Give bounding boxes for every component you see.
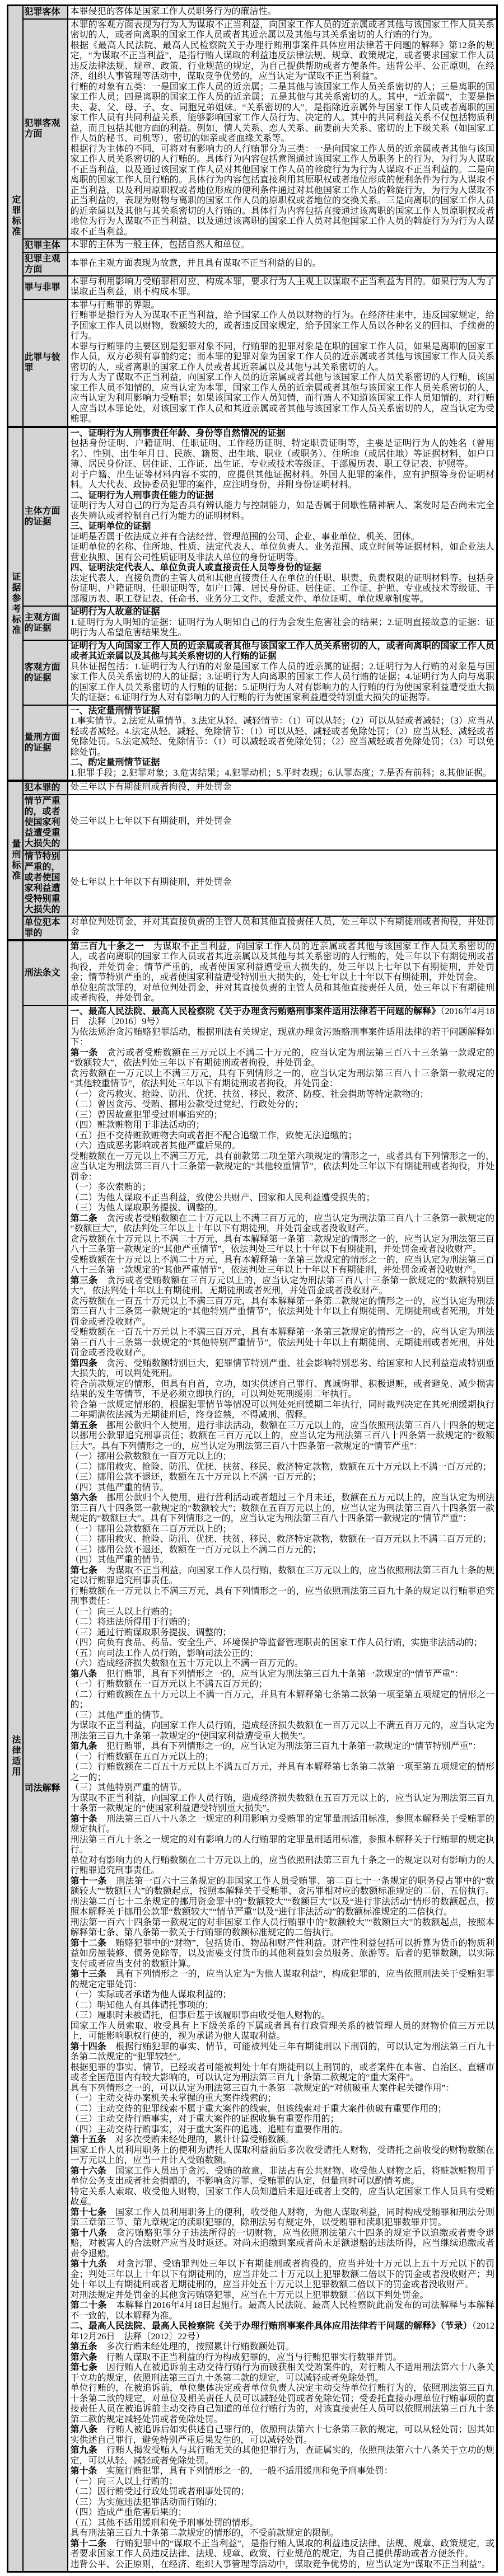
paragraph-heading: 一、证明行为人刑事责任年龄、身份等自然情况的证据 [70,428,286,438]
paragraph: （二）主动交待的犯罪线索不属于重大案件的线索，但该线索对于重大案件侦破有重要作用的； [70,2104,447,2114]
paragraph: 对于户籍、出生证等材料内容不实的，应提供其他证据材料。外国人犯罪的案件，应有护照等身份证明材料。人大代表、政协委员犯罪的案件，应注明身份，并附身份证明材料。 [70,470,494,490]
paragraph: 本罪与行贿罪的界限。 [70,300,160,310]
row-label-subjective-evidence: 主观方面的证据 [23,606,68,640]
paragraph: 单位对有影响力的人行贿数额在二十万元以上的，应当依照刑法第三百九十条之一的规定以对有影响力的人行贿罪追究刑事责任。 [70,1855,494,1875]
paragraph: 根据《最高人民法院、最高人民检察院关于办理行贿刑事案件具体应用法律若干问题的解释》第12条的规定，“为谋取不正当利益”，是指行贿人谋取的利益违反法律法规、规章、政策规定，或者要求国家工作人员违反法律法规、规章、政策、行业规范的规定，为自己提供帮助或者方便条件。违背公平、公正原则，在经济、组织人事管理等活动中，谋取竞争优势的，应当认定为“谋取不正当利益”。 [70,40,494,81]
paragraph: （四）向负有食品、药品、安全生产、环境保护等监督管理职责的国家工作人员行贿，实施非法活动的； [70,1638,483,1648]
paragraph: 第十七条 国家工作人员利用职务上的便利，收受他人财物，为他人谋取利益，同时构成受贿罪和刑法分则第三章第三节、第九章规定的渎职犯罪的，除刑法另有规定外，以受贿罪和渎职犯罪数罪并罚。 [70,2207,494,2227]
group-label-sentencing-standard: 量刑标准 [10,839,20,882]
row-label-criminal-law-article: 刑法条文 [23,940,68,1006]
table-row [8,940,497,1006]
paragraph: 第十二条 贿赂犯罪中的“财物”，包括货币、物品和财产性利益。财产性利益包括可以折算为货币的物质利益如房屋装修、债务免除等，以及需要支付货币的其他利益如会员服务、旅游等。后者的犯罪数额，以实际支付或者应当支付的数额计算。 [70,1938,494,1969]
paragraph: （一）行贿数额在一百万元以上不满五百万元的； [70,1679,268,1689]
paragraph: 受贿数额在一百五十万元以上不满三百万元，具有本解释第一条第三款规定的情形之一的，应当认定为刑法第三百八十三条第一款规定的“其他特别严重情节”，依法判处十年以上有期徒刑、无期徒刑或者死刑，并处罚金或者没收财产。 [70,1327,494,1358]
table-row [8,276,497,299]
paragraph: 法定代表人、直接负责的主管人员和其他直接责任人在单位的任职、职责、负责权限的证明材料等。包括身份证明、户籍证明、任职证明等，如户口簿、居民身份证、居住证、工作证、护照、专业或技术等级证、干部履历表、职工登记表、任命书、业务分工文件、委派文件、单位证明、单位规章制度等。 [70,573,494,604]
paragraph-heading: 证明行为人故意的证据 [70,607,160,617]
table-row [8,427,497,607]
paragraph: 国家工作人员索取、收受具有上下级关系的下属或者具有行政管理关系的被管理人员的财物价值三万元以上，可能影响职权行使的，视为承诺为他人谋取利益。 [70,2021,494,2041]
paragraph: 包括身份证明、户籍证明、任职证明、工作经历证明、特定职责证明等，主要是证明行为人的姓名（曾用名）、性别、出生年月日、民族、籍贯、出生地、职业（或职务）、住所地（或居住地）等证据材料，如户口簿、居民身份证、居住证、工作证、出生证、专业或技术等级证、干部履历表、职工登记表、护照等。 [70,439,494,469]
row-label-objective-evidence: 客观方面的证据 [23,640,68,705]
table-row [8,640,497,705]
paragraph: 证明单位的名称、住所地、性质、法定代表人、单位负责人、业务范围、成立时间等证据材料，如企业法人营业执照、国有公司性质证明及非法人单位的身份证明等。 [70,542,494,562]
paragraph: （五）拒不交待赃款赃物去向或者拒不配合追缴工作，致使无法追缴的； [70,1130,357,1141]
paragraph: 贪污数额在一百五十万元以上不满三百万元，具有本解释第一条第二款规定的情形之一的，应当认定为刑法第三百八十三条第一款规定的“其他特别严重情节”，依法判处十年以上有期徒刑、无期徒刑或者死刑，并处罚金或者没收财产。 [70,1296,494,1327]
paragraph: 第二条 贪污或者受贿数额在二十万元以上不满三百万元的，应当认定为刑法第三百八十三条第一款规定的“数额巨大”，依法判处三年以上十年以下有期徒刑，并处罚金或者没收财产。 [70,1213,494,1233]
row-content-subjective-evidence [68,606,497,640]
paragraph: 单位犯前款罪的，对单位判处罚金，并对其直接负责的主管人员和其他直接责任人员，处三年以下有期徒刑或者拘役，并处罚金。 [70,983,494,1003]
paragraph: 第十四条 根据行贿犯罪的事实、情节，可能被判处三年有期徒刑以下刑罚的，可以认定为刑法第三百九十条第二款规定的“犯罪较轻”。 [70,2042,494,2062]
group-cell-sentencing-standard [8,781,23,940]
row-content-especially-serious-circumstances [68,850,497,916]
paragraph: 刑法第一百六十四条第一款规定的对非国家工作人员行贿罪中的“数额较大”“数额巨大”的数额起点，按照本解释第七条、第八条第一款关于行贿罪的数额标准规定的二倍执行。 [70,1917,494,1937]
paragraph: 第十六条 国家工作人员出于贪污、受贿的故意，非法占有公共财物、收受他人财物之后，将赃款赃物用于单位公务支出或者社会捐赠的，不影响贪污罪、受贿罪的认定，但量刑时可以酌情考虑。 [70,2166,494,2186]
paragraph: （六）造成经济损失数额在五十万元以上不满一百万元的。 [70,1659,304,1668]
paragraph: （三）履职时未被请托，但事后基于该履职事由收受他人财物的。 [70,2011,330,2020]
paragraph: 第五条 多次行贿未经处理的，按照累计行贿数额处罚。 [70,2342,295,2352]
paragraph: 证明是否属于依法成立并有合法经营、管理范围的公司、企业、事业单位、机关、团体。 [70,532,420,542]
table-row [8,781,497,795]
paragraph: （六）造成恶劣影响或者其他严重后果的。 [70,1141,241,1151]
row-label-sentencing-evidence: 量刑方面的证据 [23,705,68,781]
paragraph: （三）挪用公款不退还，数额在一百万元以上不满二百万元的； [70,1545,321,1555]
paragraph: 行贿的对象有五类：一是国家工作人员的近亲属；二是其他与该国家工作人员关系密切的人；三是离职的国家工作人员；四是离职的国家工作人员的近亲属；五是其他与其关系密切的人。其中，“近亲属”，主要是指夫、妻、父、母、子、女、同胞兄弟姐妹。“关系密切的人”，是指除近亲属外与国家工作人员或者离职的国家工作人员有共同利益关系，能够影响国家工作人员行为、决定的人。其中的共同利益关系不仅包括物质利益，而且包括其他方面的利益。例如，情人关系、恋人关系、前妻前夫关系、密切的上下级关系（如国家工作人员的秘书、司机等）、密切的姻亲或者血缘关系等。 [70,82,494,143]
paragraph: 第七条 为谋取不正当利益，向国家工作人员行贿，数额在三万元以上的，应当依照刑法第三百九十条的规定以行贿罪追究刑事责任。 [70,1565,494,1585]
paragraph: 具有下列情形之一的，可以认定为刑法第三百九十条第二款规定的“对侦破重大案件起关键作用”： [70,2083,455,2093]
paragraph: （一）挪用公款数额在一百万元以上的； [70,1452,232,1461]
paragraph: 受贿数额在十万元以上不满二十万元，具有本解释第一条第三款规定的情形之一的，应当认定为刑法第三百八十三条第一款规定的“其他严重情节”，依法判处三年以上十年以下有期徒刑，并处罚金或者没收财产。 [70,1255,494,1275]
paragraph: 贪污数额在十万元以上不满二十万元，具有本解释第一条第二款规定的情形之一的，应当认定为刑法第三百八十三条第一款规定的“其他严重情节”，依法判处三年以上十年以下有期徒刑，并处罚金或者没收财产。 [70,1234,494,1254]
row-content-objective-evidence [68,640,497,705]
paragraph: 处三年以下有期徒刑或者拘役，并处罚金 [70,782,232,792]
group-label-conviction-standard: 定罪标准 [10,194,20,237]
group-cell-conviction-standard [8,6,23,427]
paragraph-heading: 二、证明行为人刑事责任能力的证据 [70,490,214,500]
row-label-objective-aspect: 犯罪客观方面 [23,19,68,240]
row-label-subjective-aspect: 犯罪主观方面 [23,252,68,276]
row-content-criminal-law-article [68,940,497,1006]
row-content-judicial-interpretation [68,1006,497,2572]
paragraph: 为依法惩治贪污贿赂犯罪活动，根据刑法有关规定，现就办理贪污贿赂刑事案件适用法律的若干问题解释如下： [70,1027,494,1047]
paragraph: （二）行贿数额在五十万元以上不满一百万元，并具有本解释第七条第二款第一项至第五项规定的情形之一的； [70,1690,494,1710]
paragraph: 对刑法规定并处罚金的其他贪污贿赂犯罪，应当在十万元以上犯罪数额二倍以下判处罚金。 [70,2290,429,2300]
paragraph: 对单位判处罚金，并对其直接负责的主管人员和其他直接责任人员，处三年以下有期徒刑或者拘役，并处罚金 [70,917,494,937]
paragraph: 二、最高人民法院、最高人民检察院《关于办理行贿刑事案件具体应用法律若干问题的解释》（节录）（2012年12月26日 法释〔2012〕22号） [70,2321,494,2342]
row-label-judicial-interpretation: 司法解释 [23,1006,68,2572]
paragraph-heading: 证明行为人向国家工作人员的近亲属或者其他与该国家工作人员关系密切的人，或者向离职的国家工作人员或者其近亲属以及其他与其关系密切的人行贿的证据 [70,641,494,661]
paragraph: 具体证据包括：1.证明行为人行贿的对象是国家工作人员的近亲属的证据；2.证明行为人行贿的对象是与国家工作人员关系密切的人的证据；3.证明行为人向离职的国家工作人员行贿的证据；4.证明行为人向与离职的国家工作人员关系密切的人行贿的证据；5.证明行为人对有影响力的人行贿的行为使国家利益遭受重大损失的证据；6.证明行为人对有影响力的人行贿的行为使国家利益遭受特别重大损失的证据等。 [70,661,494,702]
row-label-this-vs-other-crime: 此罪与彼罪 [23,299,68,427]
row-content-crime-subject [68,239,497,252]
paragraph: 为谋取不正当利益，向国家工作人员行贿，造成经济损失数额在一百万元以上不满五百万元的，应当认定为刑法第三百九十条第一款规定的“使国家利益遭受重大损失”。 [70,1721,494,1741]
row-label-crime-object: 犯罪客体 [23,6,68,19]
paragraph: （一）行贿数额在五百万元以上的； [70,1752,214,1762]
row-content-this-vs-other-crime [68,299,497,427]
paragraph: 刑法第二百七十二条规定的挪用资金罪中的“数额较大”“数额巨大”以及“进行非法活动”情形的数额起点，按照本解释关于挪用公款罪“数额较大”“情节严重”以及“进行非法活动”的数额标准规定的二倍执行。 [70,1897,494,1917]
row-label-crime-or-not: 罪与非罪 [23,276,68,299]
paragraph: （一）多次索贿的； [70,1183,151,1192]
paragraph: （二）挪用救灾、抢险、防汛、优抚、扶贫、移民、救济特定款物，数额在五十万元以上不满一百万元的； [70,1462,492,1472]
paragraph: 单位行贿的，在被追诉前，单位集体决定或者单位负责人决定主动交待单位行贿行为的，依照刑法第三百九十条第二款的规定，对单位及相关责任人员可以减轻处罚或者免除处罚；受委托直接办理单位行贿事项的直接责任人员在被追诉前主动交待自己知道的单位行贿行为的，对该直接责任人员可以依照刑法第三百九十条第二款的规定减轻处罚或者免除处罚。 [70,2383,494,2424]
paragraph: （三）为实施违法犯罪活动而行贿的； [70,2497,223,2507]
row-content-sentencing-evidence [68,705,497,781]
paragraph: （二）曾因贪污、受贿、挪用公款受过党纪、行政处分的； [70,1100,304,1109]
paragraph: 证明行为人对自己的行为是否具有辨认能力与控制能力，如是否属于间歇性精神病人、案发时是否尚未完全丧失辨认或者控制自己行为能力的证明材料。 [70,501,494,521]
paragraph: 行贿罪是指行为人为谋取不正当利益，给予国家工作人员以财物的行为。在经济往来中，违反国家规定，给予国家工作人员以财物，数额较大的，或者违反国家规定，给予国家工作人员以各种名义的回扣、手续费的行为。 [70,311,494,341]
row-label-crime-subject: 犯罪主体 [23,239,68,252]
table-row [8,299,497,427]
paragraph: （三）主动交待行贿事实，对于重大案件的证据收集有重要作用的； [70,2114,339,2124]
paragraph: 第十五条 对多次受贿未经处理的，累计计算受贿数额。 [70,2135,295,2145]
paragraph: （一）实际或者承诺为他人谋取利益的； [70,1990,232,2000]
row-label-subject-evidence: 主体方面的证据 [23,427,68,607]
paragraph: （四）其他严重的情节。 [70,1555,169,1565]
row-label-basic-offense: 犯本罪的 [23,781,68,795]
paragraph: （三）其他严重的情节。 [70,1710,169,1720]
paragraph: （四）造成严重危害后果的； [70,2508,187,2517]
paragraph: 第九条 犯行贿罪，具有下列情形之一的，应当认定为刑法第三百九十条第一款规定的“情节特别严重”： [70,1742,482,1751]
paragraph: 第十条 实施行贿犯罪，具有下列情形之一的，一般不适用缓刑和免予刑事处罚： [70,2466,393,2476]
paragraph: （四）主动交待行贿事实，对于重大案件的追逃、追赃有重要作用的。 [70,2124,348,2134]
table-row [8,252,497,276]
table-row [8,795,497,850]
paragraph: （三）挪用公款不退还，数额在五十万元以上不满一百万元的； [70,1472,321,1482]
paragraph: 本罪的客观方面表现为行为人为谋取不正当利益，向国家工作人员的近亲属或者其他与该国家工作人员关系密切的人，或者向离职的国家工作人员或者其近亲属以及其他与其关系密切的人行贿的行为。 [70,20,494,40]
paragraph: 刑法第三百九十条之一规定的对有影响力的人行贿罪的定罪量刑适用标准，参照本解释关于行贿罪的规定执行。 [70,1834,494,1855]
table-row [8,1006,497,2572]
paragraph: （一）向三人以上行贿的； [70,1607,178,1617]
table-row [8,916,497,940]
paragraph: 本罪与行贿罪的主要区别是犯罪对象不同，行贿罪的犯罪对象是在职的国家工作人员，如果是离职的国家工作人员，双方必须有事前约定；而本罪的犯罪对象为国家工作人员的近亲属或者其他与该国家工作人员关系密切的人，或者离职的国家工作人员或者其近亲属以及其他与其关系密切的人。 [70,341,494,372]
paragraph: 第十一条 刑法第一百六十三条规定的非国家工作人员受贿罪、第二百七十一条规定的职务侵占罪中的“数额较大”“数额巨大”的数额起点，按照本解释关于受贿罪、贪污罪相对应的数额标准规定的二倍、五倍执行。 [70,1876,494,1896]
paragraph: 第十二条 行贿犯罪中的“谋取不正当利益”，是指行贿人谋取的利益违反法律、法规、规章、政策规定，或者要求国家工作人员违反法律、法规、规章、政策、行业规范的规定，为自己提供帮助或者方便条件。 [70,2539,494,2559]
paragraph: 根据犯罪的事实、情节，已经或者可能被判处十年有期徒刑以上刑罚的，或者案件在本省、自治区、直辖市或者全国范围内有较大影响的，可以认定为刑法第三百九十条第二款规定的“重大案件”。 [70,2062,494,2082]
paragraph: （五）其他不适用缓刑和免予刑事处罚的情形。 [70,2518,259,2528]
row-label-serious-circumstances: 情节严重的，或者使国家利益遭受重大损失的 [23,795,68,850]
paragraph: （二）明知他人有具体请托事项的； [70,2000,214,2010]
paragraph: （三）通过行贿谋取职务提拔、调整的； [70,1627,232,1637]
paragraph: （四）其他严重的情节。 [70,1482,169,1493]
paragraph: 第九条 行贿人揭发受贿人与其行贿无关的其他犯罪行为，查证属实的，依照刑法第六十八条关于立功的规定，可以从轻、减轻或者免除处罚。 [70,2446,494,2466]
paragraph: （二）挪用救灾、抢险、防汛、优抚、扶贫、移民、救济特定款物，数额在一百万元以上不满二百万元的； [70,1535,492,1544]
paragraph: （四）赃款赃物用于非法活动的； [70,1120,205,1130]
row-content-subjective-aspect [68,252,497,276]
table-row [8,705,497,781]
paragraph: （五）向司法工作人员行贿，影响司法公正的； [70,1648,259,1658]
paragraph: 受贿数额在一万元以上不满三万元，具有前款第二项至第六项规定的情形之一，或者具有下列情形之一的，应当认定为刑法第三百八十三条第一款规定的“其他较重情节”，依法判处三年以下有期徒刑或者拘役，并处罚金： [70,1151,494,1182]
row-content-crime-object [68,6,497,19]
paragraph: 贪污数额在一万元以上不满三万元，具有下列情形之一的，应当认定为刑法第三百八十三条第一款规定的“其他较重情节”，依法判处三年以下有期徒刑或者拘役，并处罚金： [70,1068,494,1088]
row-content-subject-evidence [68,427,497,607]
table-row [8,850,497,916]
row-label-unit-offense: 单位犯本罪的 [23,916,68,940]
paragraph: 国家工作人员利用职务上的便利为请托人谋取利益前后多次收受请托人财物，受请托之前收受的财物数额在一万元以上的，应当一并计入受贿数额。 [70,2145,494,2165]
paragraph: 第十九条 对贪污罪、受贿罪判处三年以下有期徒刑或者拘役的，应当并处十万元以上五十万元以下的罚金；判处三年以上十年以下有期徒刑的，应当并处二十万元以上犯罪数额二倍以下的罚金或者没收财产；判处十年以上有期徒刑或者无期徒刑的，应当并处五十万元以上犯罪数额二倍以下的罚金或者没收财产。 [70,2259,494,2289]
paragraph: （一）主动交待办案机关未掌握的重大案件线索的； [70,2094,277,2103]
paragraph: （三）曾因故意犯罪受过刑事追究的； [70,1110,223,1120]
group-label-evidence-standard: 证据参考标准 [10,571,20,636]
paragraph: 处七年以上十年以下有期徒刑，并处罚金 [70,877,232,887]
paragraph: （一）贪污救灾、抢险、防汛、优抚、扶贫、移民、救济、防疫、社会捐助等特定款物的； [70,1089,429,1099]
paragraph: 第六条 行贿人谋取不正当利益的行为构成犯罪的，应当与行贿犯罪实行数罪并罚。 [70,2352,402,2362]
paragraph-heading: 一、法定量刑情节证据 [70,706,160,716]
paragraph: 第八条 行贿人被追诉后如实供述自己罪行的，依照刑法第六十七条第三款的规定，可以从轻处罚；因其如实供述自己罪行，避免特别严重后果发生的，可以减轻处罚。 [70,2425,494,2445]
paragraph: 行贿数额在一万元以上不满三万元，具有下列情形之一的，应当依照刑法第三百九十条的规定以行贿罪追究刑事责任： [70,1586,494,1606]
paragraph: 第八条 犯行贿罪，具有下列情形之一的，应当认定为刑法第三百九十条第一款规定的“情节严重”： [70,1669,464,1679]
paragraph: 本罪与利用影响力受贿罪相对应，构成本罪，要求行为人主观上以谋取不正当利益为目的。如果行为人为了谋取正当利益，则不构成本罪。 [70,276,494,297]
paragraph: 符合第一款规定情形的，根据犯罪情节等情况可以判处死刑缓期二年执行，同时裁判决定在其死刑缓期执行二年期满依法减为无期徒刑后，终身监禁，不得减刑、假释。 [70,1400,494,1420]
paragraph: 第十条 刑法第三百八十八条之一规定的利用影响力受贿罪的定罪量刑适用标准，参照本解释关于受贿罪的规定执行。 [70,1814,494,1834]
paragraph: 为谋取不正当利益，向国家工作人员行贿，造成经济损失数额在五百万元以上的，应当认定为刑法第三百九十条第一款规定的“使国家利益遭受特别重大损失”。 [70,1793,494,1813]
paragraph: （三）其他特别严重的情节。 [70,1783,187,1793]
row-label-especially-serious-circumstances: 情节特别严重的，或者使国家利益遭受特别重大损失的 [23,850,68,916]
paragraph: 具有刑法第三百九十条第二款规定的情形的，不受前款规定的限制。 [70,2528,339,2538]
paragraph: （二）行贿数额在二百五十万元以上不满五百万元，并具有本解释第七条第二款第一项至第五项规定的情形之一的； [70,1762,494,1782]
paragraph: （一）向三人以上行贿的； [70,2476,178,2486]
paragraph: 第十八条 贪污贿赂犯罪分子违法所得的一切财物，应当依照刑法第六十四条的规定予以追缴或者责令退赔，对被害人的合法财产应当及时返还。对尚未追缴到案或者尚未足额退赔的违法所得，应当继续追缴或者责令退赔。 [70,2228,494,2259]
table-row [8,19,497,240]
paragraph: 本罪在主观方面表现为故意，并且具有谋取不正当利益的目的。 [70,258,321,268]
paragraph: 第五条 挪用公款归个人使用，进行非法活动，数额在三万元以上的，应当依照刑法第三百八十四条的规定以挪用公款罪追究刑事责任；数额在三百万元以上的，应当认定为刑法第三百八十四条第一款规定的“数额巨大”。具有下列情形之一的，应当认定为刑法第三百八十四条第一款规定的“情节严重”： [70,1420,494,1451]
paragraph: 第六条 挪用公款归个人使用，进行营利活动或者超过三个月未还，数额在五万元以上的，应当认定为刑法第三百八十四条第一款规定的“数额较大”；数额在五百万元以上的，应当认定为刑法第三百八十四条第一款规定的“数额巨大”。具有下列情形之一的，应当认定为刑法第三百八十四条第一款规定的“情节严重”： [70,1493,494,1523]
row-content-crime-or-not [68,276,497,299]
paragraph-heading: 二、酌定量刑情节证据 [70,758,160,767]
paragraph: 第三百九十条之一 为谋取不正当利益，向国家工作人员的近亲属或者其他与该国家工作人员关系密切的人，或者向离职的国家工作人员或者其近亲属以及其他与其关系密切的人行贿的，处三年以下有期徒刑或者拘役，并处罚金；情节严重的，或者使国家利益遭受重大损失的，处三年以上七年以下有期徒刑，并处罚金；情节特别严重的，或者使国家利益遭受特别重大损失的，处七年以上十年以下有期徒刑，并处罚金。 [70,941,494,982]
table-row [8,606,497,640]
paragraph: 第一条 贪污或者受贿数额在三万元以上不满二十万元的，应当认定为刑法第三百八十三条第一款规定的“数额较大”，依法判处三年以下有期徒刑或者拘役，并处罚金。 [70,1048,494,1068]
paragraph: （二）将违法所得用于行贿的； [70,1617,196,1627]
row-content-serious-circumstances [68,795,497,850]
table-row [8,6,497,19]
row-content-unit-offense [68,916,497,940]
paragraph-heading: 三、证明单位的证据 [70,522,151,531]
paragraph: （三）为他人谋取职务提拔、调整的。 [70,1203,223,1213]
row-content-objective-aspect [68,19,497,240]
paragraph: （一）挪用公款数额在二百万元以上的； [70,1524,232,1534]
paragraph-heading: 四、证明法定代表人、单位负责人或直接责任人员等身份的证据 [70,563,321,573]
paragraph: 第七条 因行贿人在被追诉前主动交待行贿行为而破获相关受贿案件的，对行贿人不适用刑法第六十八条关于立功的规定，依照刑法第三百九十条第二款的规定，可以减轻或者免除处罚。 [70,2363,494,2383]
paragraph: 本罪侵犯的客体是国家工作人员职务行为的廉洁性。 [70,7,277,16]
group-cell-evidence-standard [8,427,23,781]
paragraph: （二）因行贿受过行政处罚或者刑事处罚的； [70,2487,250,2497]
table-row [8,239,497,252]
paragraph: 第四条 贪污、受贿数额特别巨大，犯罪情节特别严重、社会影响特别恶劣、给国家和人民利益造成特别重大损失的，可以判处死刑。 [70,1358,494,1378]
paragraph: 处三年以上七年以下有期徒刑，并处罚金 [70,817,232,827]
paragraph: 特定关系人索取、收受他人财物，国家工作人员知道后未退还或者上交的，应当认定国家工作人员具有受贿故意。 [70,2186,494,2207]
crime-standard-table [7,4,498,2573]
paragraph: 本罪的主体为一般主体，包括自然人和单位。 [70,240,250,250]
paragraph: 一、最高人民法院、最高人民检察院《关于办理贪污贿赂刑事案件适用法律若干问题的解释》（2016年4月18日 法释〔2016〕9号） [70,1006,494,1026]
group-label-law-application: 法律适用 [10,1734,20,1777]
paragraph: 行为人为了谋取不正当利益，向国家工作人员的近亲属或者其他与该国家工作人员关系密切的人行贿，该国家工作人员不知情的，应当认定为本罪，国家工作人员的近亲属或者其他与该国家工作人员关系密切的人，应当认定为利用影响力受贿罪；如果该国家工作人员知情，而行贿人不知道该国家工作人员知情的，对行贿人应当以本罪论处，对该国家工作人员和其近亲属或者其他与该国家工作人员关系密切的人，应当认定为受贿罪。 [70,373,494,424]
paragraph: 1.事实情节。2.法定从重情节。3.法定从轻、减轻情节：（1）可以从轻；（2）可以从轻或者减轻；（3）应当从轻或者减轻。4.法定从轻、减轻、免除情节：（1）可以从轻、减轻或者免除处罚；（2）应当从轻、减轻或者免除处罚。5.法定减轻、免除情节：（1）可以减轻或者免除处罚；（2）应当减轻或者免除处罚；（3）可以免除处罚。 [70,716,494,757]
group-cell-law-application [8,940,23,2572]
paragraph: 违背公平、公正原则，在经济、组织人事管理等活动中，谋取竞争优势的，应当认定为“谋取不正当利益”。 [70,2559,491,2569]
paragraph: 第三条 贪污或者受贿数额在三百万元以上的，应当认定为刑法第三百八十三条第一款规定的“数额特别巨大”，依法判处十年以上有期徒刑、无期徒刑或者死刑，并处罚金或者没收财产。 [70,1275,494,1296]
paragraph: 1.犯罪手段；2.犯罪对象；3.危害结果；4.犯罪动机；5.平时表现；6.认罪态度；7.是否有前科；8.其他证据。 [70,768,492,778]
paragraph: 1.证明行为人明知的证据：证明行为人明知自己的行为会发生危害社会的结果；2.证明直接故意的证据：证明行为人希望危害结果发生。 [70,617,494,637]
paragraph: 符合前款规定的情形，但具有自首，立功，如实供述自己罪行、真诚悔罪、积极退赃，或者避免、减少损害结果的发生等情节，不是必须立即执行的，可以判处死刑缓期二年执行。 [70,1379,494,1399]
row-content-basic-offense [68,781,497,795]
paragraph: 根据行为主体的不同，可将对有影响力的人行贿罪分为三类：一是向国家工作人员的近亲属或者其他与该国家工作人员关系密切的人行贿的。具体行为内容包括意图通过该国家工作人员职务上的行为，为行为人谋取不正当利益，以及通过该国家工作人员对其他国家工作人员的斡旋行为为行为人谋取不正当利益的。二是向离职的国家工作人员行贿的。具体行为内容包括直接利用其原职权或者地位形成的便利条件为行为人谋取不正当利益，以及利用原职权或者地位形成的便利条件通过对其他国家工作人员的斡旋行为，为行为人谋取不正当利益的，表现为财物与离职的国家工作人员的原职权或者地位的交换关系。三是向离职的国家工作人员的近亲属以及其他与其关系密切的人行贿的。具体行为内容包括直接通过该离职的国家工作人员原职权或者地位为行为人谋取不正当利益，以及通过该离职的国家工作人员对其他国家工作人员的斡旋行为为行为人谋取不正当利益。 [70,144,494,237]
paragraph: 第十三条 具有下列情形之一的，应当认定为“为他人谋取利益”，构成犯罪的，应当依照刑法关于受贿犯罪的规定定罪处罚： [70,1969,494,1990]
paragraph: （二）为他人谋取不正当利益，致使公共财产、国家和人民利益遭受损失的； [70,1193,375,1203]
paragraph: 第二十条 本解释自2016年4月18日起施行。最高人民法院、最高人民检察院此前发布的司法解释与本解释不一致的，以本解释为准。 [70,2301,494,2321]
